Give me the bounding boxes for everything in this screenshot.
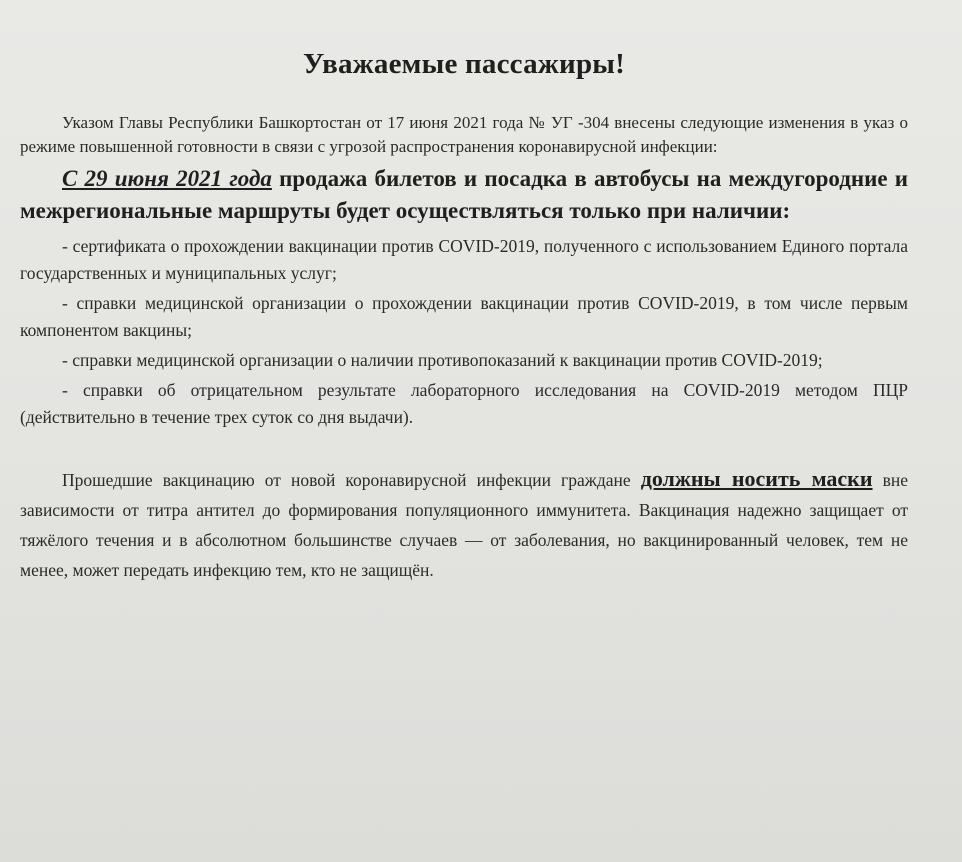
lead-paragraph <box>20 163 908 227</box>
intro-paragraph: Указом Главы Республики Башкортостан от 17 июня 2021 года № УГ -304 внесены следующие изменения в указ о режиме повышенной готовности в связи с угрозой распространения коронавирусной инфекции: <box>20 113 908 156</box>
closing-end: вне зависимости от титра антител до формирования популяционного иммунитета. Вакцинация надежно защищает от тяжёлого течения и в абсолютном большинстве случаев — от заболевания, но вакцинированный человек, тем не менее, может передать инфекцию тем, кто не защищён. <box>20 470 908 580</box>
closing-start: Прошедшие вакцинацию от новой коронавирусной инфекции граждане <box>62 470 641 490</box>
lead-text: продажа билетов и посадка в автобусы на междугородние и межрегиональные маршруты будет осуществляться только при наличии: <box>20 166 908 223</box>
masks-emphasis: должны носить маски <box>640 466 873 491</box>
closing-paragraph <box>20 464 908 585</box>
requirement-item: - справки медицинской организации о наличии противопоказаний к вакцинации против COVID-2019; <box>62 350 823 370</box>
paragraph-gap <box>20 434 908 464</box>
requirement-item: - справки об отрицательном результате лабораторного исследования на COVID-2019 методом ПЦР (действительно в течение трех суток со дня выдачи). <box>20 380 908 427</box>
requirements-list <box>20 233 908 431</box>
requirement-item: - справки медицинской организации о прохождении вакцинации против COVID-2019, в том числе первым компонентом вакцины; <box>20 293 908 340</box>
effective-date: С 29 июня 2021 года <box>62 166 272 191</box>
requirement-item: - сертификата о прохождении вакцинации против COVID-2019, полученного с использованием Единого портала государственных и муниципальных услуг; <box>20 236 908 283</box>
notice-title: Уважаемые пассажиры! <box>303 48 625 80</box>
